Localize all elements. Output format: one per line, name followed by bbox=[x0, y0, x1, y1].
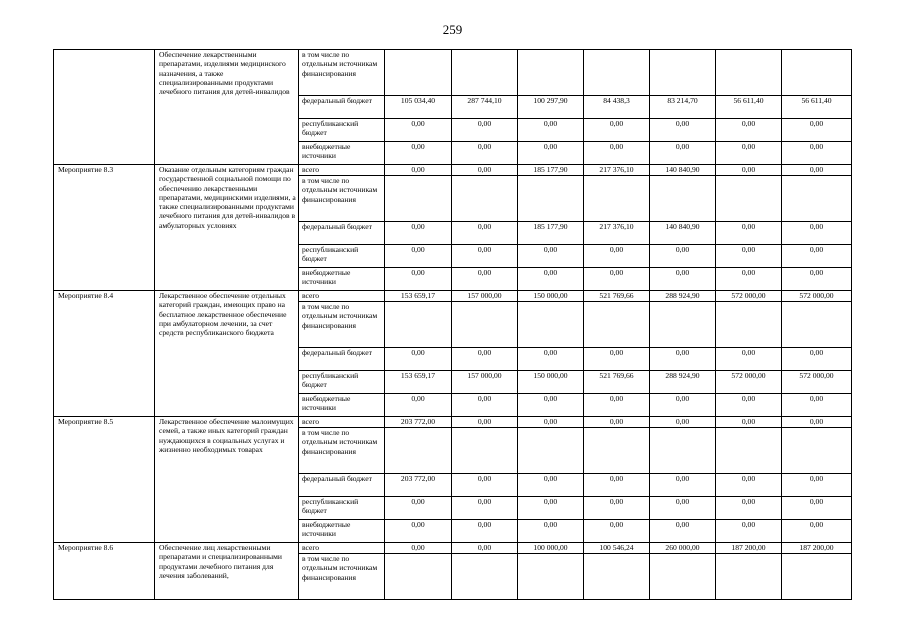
amount-cell bbox=[452, 50, 518, 96]
amount-cell: 100 546,24 bbox=[584, 543, 650, 554]
amount-cell: 0,00 bbox=[452, 520, 518, 543]
amount-cell: 0,00 bbox=[782, 245, 852, 268]
amount-cell: 217 376,10 bbox=[584, 222, 650, 245]
amount-cell: 0,00 bbox=[584, 119, 650, 142]
amount-cell: 288 924,90 bbox=[650, 291, 716, 302]
amount-cell: 0,00 bbox=[716, 165, 782, 176]
table-row bbox=[54, 417, 852, 428]
event-name-cell bbox=[54, 50, 155, 165]
amount-cell: 0,00 bbox=[518, 142, 584, 165]
amount-cell: 100 000,00 bbox=[518, 543, 584, 554]
amount-cell: 0,00 bbox=[650, 268, 716, 291]
amount-cell: 0,00 bbox=[650, 474, 716, 497]
amount-cell: 0,00 bbox=[716, 142, 782, 165]
amount-cell: 187 200,00 bbox=[782, 543, 852, 554]
amount-cell bbox=[385, 50, 452, 96]
event-name-cell: Мероприятие 8.5 bbox=[54, 417, 155, 543]
funding-source-cell: в том числе по отдельным источникам финансирования bbox=[299, 176, 385, 222]
amount-cell: 185 177,90 bbox=[518, 222, 584, 245]
amount-cell: 0,00 bbox=[452, 497, 518, 520]
amount-cell: 0,00 bbox=[385, 394, 452, 417]
funding-source-cell: внебюджетные источники bbox=[299, 142, 385, 165]
amount-cell: 0,00 bbox=[650, 520, 716, 543]
amount-cell: 105 034,40 bbox=[385, 96, 452, 119]
amount-cell: 203 772,00 bbox=[385, 417, 452, 428]
amount-cell: 56 611,40 bbox=[716, 96, 782, 119]
amount-cell: 0,00 bbox=[716, 520, 782, 543]
amount-cell bbox=[385, 176, 452, 222]
event-name-cell: Мероприятие 8.6 bbox=[54, 543, 155, 600]
amount-cell: 140 840,90 bbox=[650, 222, 716, 245]
amount-cell: 157 000,00 bbox=[452, 371, 518, 394]
amount-cell: 0,00 bbox=[385, 165, 452, 176]
funding-source-cell: в том числе по отдельным источникам финансирования bbox=[299, 554, 385, 600]
amount-cell: 0,00 bbox=[782, 474, 852, 497]
amount-cell: 521 769,66 bbox=[584, 371, 650, 394]
amount-cell: 0,00 bbox=[782, 268, 852, 291]
amount-cell: 0,00 bbox=[452, 417, 518, 428]
amount-cell: 0,00 bbox=[385, 222, 452, 245]
amount-cell: 0,00 bbox=[650, 142, 716, 165]
amount-cell bbox=[452, 302, 518, 348]
amount-cell: 217 376,10 bbox=[584, 165, 650, 176]
amount-cell: 0,00 bbox=[452, 268, 518, 291]
funding-source-cell: в том числе по отдельным источникам финансирования bbox=[299, 302, 385, 348]
amount-cell: 0,00 bbox=[584, 245, 650, 268]
amount-cell bbox=[716, 554, 782, 600]
amount-cell bbox=[385, 302, 452, 348]
amount-cell: 288 924,90 bbox=[650, 371, 716, 394]
funding-source-cell: республиканский бюджет bbox=[299, 119, 385, 142]
amount-cell: 0,00 bbox=[518, 119, 584, 142]
amount-cell: 0,00 bbox=[452, 474, 518, 497]
amount-cell bbox=[650, 428, 716, 474]
amount-cell: 0,00 bbox=[716, 497, 782, 520]
amount-cell: 0,00 bbox=[782, 165, 852, 176]
amount-cell: 0,00 bbox=[452, 165, 518, 176]
funding-source-cell: всего bbox=[299, 291, 385, 302]
funding-source-cell: федеральный бюджет bbox=[299, 222, 385, 245]
amount-cell bbox=[452, 554, 518, 600]
amount-cell: 0,00 bbox=[716, 268, 782, 291]
amount-cell: 0,00 bbox=[782, 119, 852, 142]
page-number: 259 bbox=[442, 22, 463, 37]
event-description-cell: Лекарственное обеспечение малоимущих семей, а также иных категорий граждан нуждающихся в социальных услугах и жизненно необходимых товарах bbox=[155, 417, 299, 543]
amount-cell: 0,00 bbox=[584, 417, 650, 428]
event-description-cell: Обеспечение лекарственными препаратами, изделиями медицинского назначения, а также специализированными продуктами лечебного питания для детей-инвалидов bbox=[155, 50, 299, 165]
table-body bbox=[54, 50, 852, 600]
amount-cell: 83 214,70 bbox=[650, 96, 716, 119]
amount-cell: 0,00 bbox=[650, 394, 716, 417]
funding-source-cell: всего bbox=[299, 165, 385, 176]
amount-cell: 0,00 bbox=[782, 417, 852, 428]
amount-cell: 187 200,00 bbox=[716, 543, 782, 554]
amount-cell: 521 769,66 bbox=[584, 291, 650, 302]
amount-cell: 0,00 bbox=[650, 497, 716, 520]
amount-cell bbox=[782, 176, 852, 222]
funding-source-cell: всего bbox=[299, 543, 385, 554]
amount-cell: 0,00 bbox=[716, 474, 782, 497]
amount-cell: 185 177,90 bbox=[518, 165, 584, 176]
amount-cell: 150 000,00 bbox=[518, 371, 584, 394]
amount-cell bbox=[518, 428, 584, 474]
amount-cell bbox=[782, 554, 852, 600]
amount-cell: 0,00 bbox=[518, 497, 584, 520]
funding-source-cell: федеральный бюджет bbox=[299, 96, 385, 119]
funding-source-cell: республиканский бюджет bbox=[299, 371, 385, 394]
amount-cell: 0,00 bbox=[452, 119, 518, 142]
amount-cell bbox=[584, 428, 650, 474]
amount-cell: 572 000,00 bbox=[782, 291, 852, 302]
amount-cell bbox=[716, 302, 782, 348]
amount-cell: 0,00 bbox=[518, 417, 584, 428]
amount-cell: 0,00 bbox=[650, 417, 716, 428]
amount-cell: 0,00 bbox=[584, 348, 650, 371]
table-row bbox=[54, 165, 852, 176]
amount-cell: 0,00 bbox=[716, 119, 782, 142]
table-row bbox=[54, 291, 852, 302]
amount-cell: 153 659,17 bbox=[385, 291, 452, 302]
amount-cell: 0,00 bbox=[518, 474, 584, 497]
amount-cell: 0,00 bbox=[716, 245, 782, 268]
amount-cell bbox=[650, 302, 716, 348]
amount-cell: 56 611,40 bbox=[782, 96, 852, 119]
amount-cell: 0,00 bbox=[716, 417, 782, 428]
amount-cell bbox=[518, 50, 584, 96]
amount-cell: 0,00 bbox=[452, 245, 518, 268]
amount-cell bbox=[584, 554, 650, 600]
amount-cell: 0,00 bbox=[782, 142, 852, 165]
amount-cell: 0,00 bbox=[518, 268, 584, 291]
amount-cell bbox=[584, 176, 650, 222]
amount-cell bbox=[782, 50, 852, 96]
amount-cell bbox=[584, 302, 650, 348]
funding-source-cell: федеральный бюджет bbox=[299, 348, 385, 371]
table-row bbox=[54, 50, 852, 96]
amount-cell: 0,00 bbox=[385, 268, 452, 291]
amount-cell: 157 000,00 bbox=[452, 291, 518, 302]
amount-cell: 0,00 bbox=[518, 394, 584, 417]
amount-cell: 150 000,00 bbox=[518, 291, 584, 302]
amount-cell bbox=[650, 176, 716, 222]
amount-cell: 0,00 bbox=[518, 520, 584, 543]
amount-cell: 0,00 bbox=[584, 394, 650, 417]
amount-cell: 0,00 bbox=[385, 497, 452, 520]
funding-source-cell: в том числе по отдельным источникам финансирования bbox=[299, 50, 385, 96]
amount-cell bbox=[452, 176, 518, 222]
amount-cell bbox=[716, 428, 782, 474]
event-description-cell: Обеспечение лиц лекарственными препаратами и специализированными продуктами лечебного питания для лечения заболеваний, bbox=[155, 543, 299, 600]
amount-cell: 572 000,00 bbox=[782, 371, 852, 394]
amount-cell: 287 744,10 bbox=[452, 96, 518, 119]
amount-cell: 140 840,90 bbox=[650, 165, 716, 176]
amount-cell: 203 772,00 bbox=[385, 474, 452, 497]
amount-cell bbox=[782, 302, 852, 348]
amount-cell: 0,00 bbox=[452, 222, 518, 245]
amount-cell: 0,00 bbox=[385, 543, 452, 554]
amount-cell: 260 000,00 bbox=[650, 543, 716, 554]
amount-cell: 0,00 bbox=[518, 245, 584, 268]
amount-cell bbox=[518, 554, 584, 600]
amount-cell: 0,00 bbox=[782, 497, 852, 520]
amount-cell bbox=[518, 302, 584, 348]
amount-cell: 0,00 bbox=[650, 348, 716, 371]
amount-cell bbox=[716, 50, 782, 96]
amount-cell: 153 659,17 bbox=[385, 371, 452, 394]
amount-cell: 0,00 bbox=[782, 394, 852, 417]
amount-cell: 0,00 bbox=[385, 348, 452, 371]
amount-cell bbox=[650, 554, 716, 600]
funding-source-cell: внебюджетные источники bbox=[299, 520, 385, 543]
amount-cell: 0,00 bbox=[584, 142, 650, 165]
amount-cell: 0,00 bbox=[584, 497, 650, 520]
funding-table bbox=[53, 49, 852, 600]
amount-cell: 0,00 bbox=[584, 268, 650, 291]
amount-cell: 0,00 bbox=[650, 245, 716, 268]
amount-cell: 572 000,00 bbox=[716, 371, 782, 394]
amount-cell: 0,00 bbox=[452, 348, 518, 371]
amount-cell: 0,00 bbox=[385, 119, 452, 142]
amount-cell: 0,00 bbox=[650, 119, 716, 142]
table-row bbox=[54, 543, 852, 554]
event-description-cell: Оказание отдельным категориям граждан государственной социальной помощи по обеспечению лекарственными препаратами, медицинскими изделиями, а также специализированными продуктами лечебного питания для детей-инвалидов в амбулаторных условиях bbox=[155, 165, 299, 291]
amount-cell: 0,00 bbox=[782, 520, 852, 543]
amount-cell: 84 438,3 bbox=[584, 96, 650, 119]
amount-cell: 0,00 bbox=[716, 222, 782, 245]
amount-cell bbox=[385, 428, 452, 474]
amount-cell: 572 000,00 bbox=[716, 291, 782, 302]
funding-source-cell: внебюджетные источники bbox=[299, 394, 385, 417]
amount-cell: 100 297,90 bbox=[518, 96, 584, 119]
funding-source-cell: федеральный бюджет bbox=[299, 474, 385, 497]
amount-cell bbox=[385, 554, 452, 600]
amount-cell bbox=[650, 50, 716, 96]
event-name-cell: Мероприятие 8.3 bbox=[54, 165, 155, 291]
funding-source-cell: всего bbox=[299, 417, 385, 428]
amount-cell: 0,00 bbox=[716, 348, 782, 371]
amount-cell bbox=[782, 428, 852, 474]
event-name-cell: Мероприятие 8.4 bbox=[54, 291, 155, 417]
amount-cell: 0,00 bbox=[385, 142, 452, 165]
amount-cell: 0,00 bbox=[584, 520, 650, 543]
amount-cell: 0,00 bbox=[584, 474, 650, 497]
amount-cell: 0,00 bbox=[385, 245, 452, 268]
amount-cell: 0,00 bbox=[782, 222, 852, 245]
funding-source-cell: республиканский бюджет bbox=[299, 245, 385, 268]
funding-source-cell: республиканский бюджет bbox=[299, 497, 385, 520]
amount-cell bbox=[584, 50, 650, 96]
funding-source-cell: в том числе по отдельным источникам финансирования bbox=[299, 428, 385, 474]
amount-cell bbox=[716, 176, 782, 222]
amount-cell bbox=[452, 428, 518, 474]
amount-cell: 0,00 bbox=[452, 142, 518, 165]
amount-cell: 0,00 bbox=[518, 348, 584, 371]
amount-cell: 0,00 bbox=[782, 348, 852, 371]
funding-source-cell: внебюджетные источники bbox=[299, 268, 385, 291]
event-description-cell: Лекарственное обеспечение отдельных категорий граждан, имеющих право на бесплатное лекарственное обеспечение при амбулаторном лечении, за счет средств республиканского бюджета bbox=[155, 291, 299, 417]
amount-cell: 0,00 bbox=[716, 394, 782, 417]
amount-cell: 0,00 bbox=[452, 543, 518, 554]
amount-cell bbox=[518, 176, 584, 222]
amount-cell: 0,00 bbox=[452, 394, 518, 417]
amount-cell: 0,00 bbox=[385, 520, 452, 543]
